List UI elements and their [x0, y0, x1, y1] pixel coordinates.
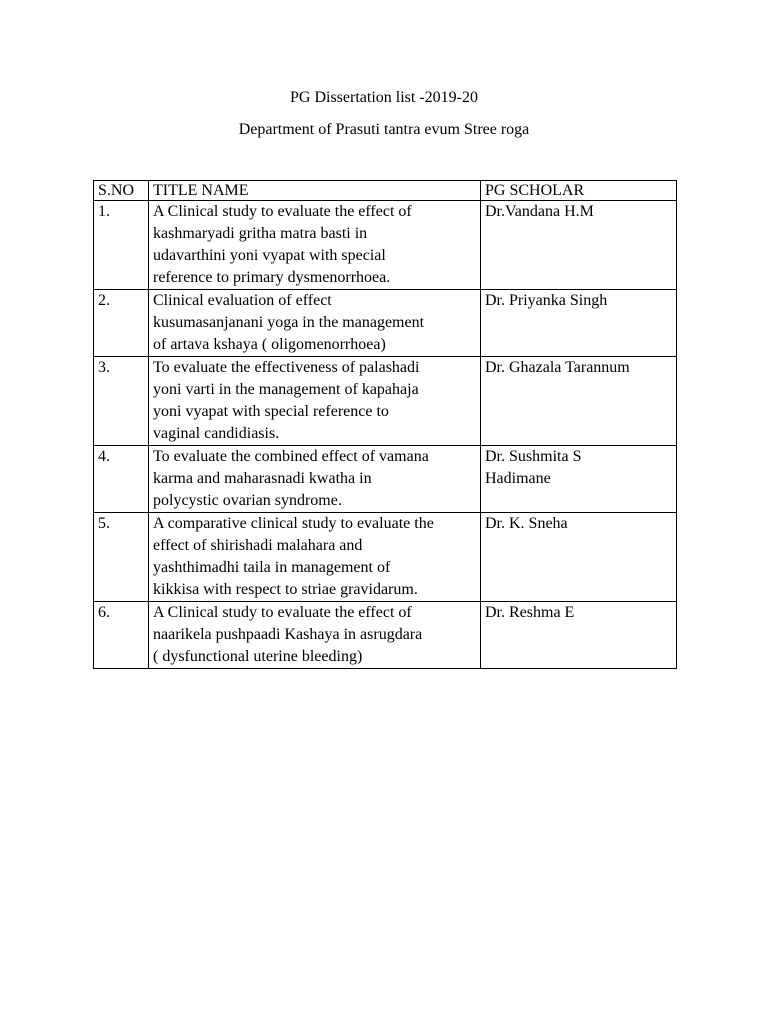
- title-line: Clinical evaluation of effect: [153, 292, 332, 309]
- row-sno: 2.: [94, 290, 149, 357]
- table-header-row: [94, 181, 677, 201]
- scholar-line: Dr. K. Sneha: [485, 515, 568, 532]
- row-title: [149, 201, 481, 290]
- header-title-name: TITLE NAME: [149, 181, 481, 201]
- table-row: [94, 513, 677, 602]
- title-line: reference to primary dysmenorrhoea.: [153, 269, 391, 286]
- title-line: ( dysfunctional uterine bleeding): [153, 648, 363, 665]
- title-line: A Clinical study to evaluate the effect of: [153, 604, 412, 621]
- title-line: yoni vyapat with special reference to: [153, 403, 389, 420]
- table-body: [94, 201, 677, 669]
- title-line: yoni varti in the management of kapahaja: [153, 381, 419, 398]
- row-title: [149, 446, 481, 513]
- scholar-line: Dr. Ghazala Tarannum: [485, 359, 630, 376]
- title-line: polycystic ovarian syndrome.: [153, 492, 342, 509]
- title-line: A comparative clinical study to evaluate the: [153, 515, 434, 532]
- scholar-line: Dr. Reshma E: [485, 604, 575, 621]
- title-line: A Clinical study to evaluate the effect of: [153, 203, 412, 220]
- row-sno: 3.: [94, 357, 149, 446]
- scholar-line: Dr. Priyanka Singh: [485, 292, 608, 309]
- title-line: kikkisa with respect to striae gravidarum.: [153, 581, 418, 598]
- row-title: [149, 357, 481, 446]
- title-line: vaginal candidiasis.: [153, 425, 280, 442]
- table-row: [94, 201, 677, 290]
- title-line: kashmaryadi gritha matra basti in: [153, 225, 368, 242]
- title-line: of artava kshaya ( oligomenorrhoea): [153, 336, 386, 353]
- header-pg-scholar: PG SCHOLAR: [481, 181, 677, 201]
- scholar-line: Hadimane: [485, 470, 551, 487]
- header-sno: S.NO: [94, 181, 149, 201]
- title-line: naarikela pushpaadi Kashaya in asrugdara: [153, 626, 423, 643]
- scholar-line: Dr.Vandana H.M: [485, 203, 594, 220]
- document-title: PG Dissertation list -2019-20: [290, 89, 478, 106]
- row-sno: 1.: [94, 201, 149, 290]
- dissertation-table: [93, 180, 677, 669]
- title-line: To evaluate the effectiveness of palashadi: [153, 359, 420, 376]
- title-line: yashthimadhi taila in management of: [153, 559, 391, 576]
- table-row: [94, 290, 677, 357]
- row-scholar: [481, 513, 677, 602]
- title-line: kusumasanjanani yoga in the management: [153, 314, 425, 331]
- table-row: [94, 357, 677, 446]
- title-line: karma and maharasnadi kwatha in: [153, 470, 372, 487]
- row-scholar: [481, 602, 677, 669]
- title-line: To evaluate the combined effect of vamana: [153, 448, 429, 465]
- row-scholar: [481, 290, 677, 357]
- row-title: [149, 290, 481, 357]
- row-sno: 6.: [94, 602, 149, 669]
- row-scholar: [481, 357, 677, 446]
- title-line: udavarthini yoni vyapat with special: [153, 247, 386, 264]
- department-subtitle: Department of Prasuti tantra evum Stree roga: [238, 121, 530, 138]
- row-title: [149, 513, 481, 602]
- row-scholar: [481, 446, 677, 513]
- title-line: effect of shirishadi malahara and: [153, 537, 363, 554]
- table-row: [94, 446, 677, 513]
- table-row: [94, 602, 677, 669]
- scholar-line: Dr. Sushmita S: [485, 448, 582, 465]
- row-sno: 5.: [94, 513, 149, 602]
- row-sno: 4.: [94, 446, 149, 513]
- row-scholar: [481, 201, 677, 290]
- row-title: [149, 602, 481, 669]
